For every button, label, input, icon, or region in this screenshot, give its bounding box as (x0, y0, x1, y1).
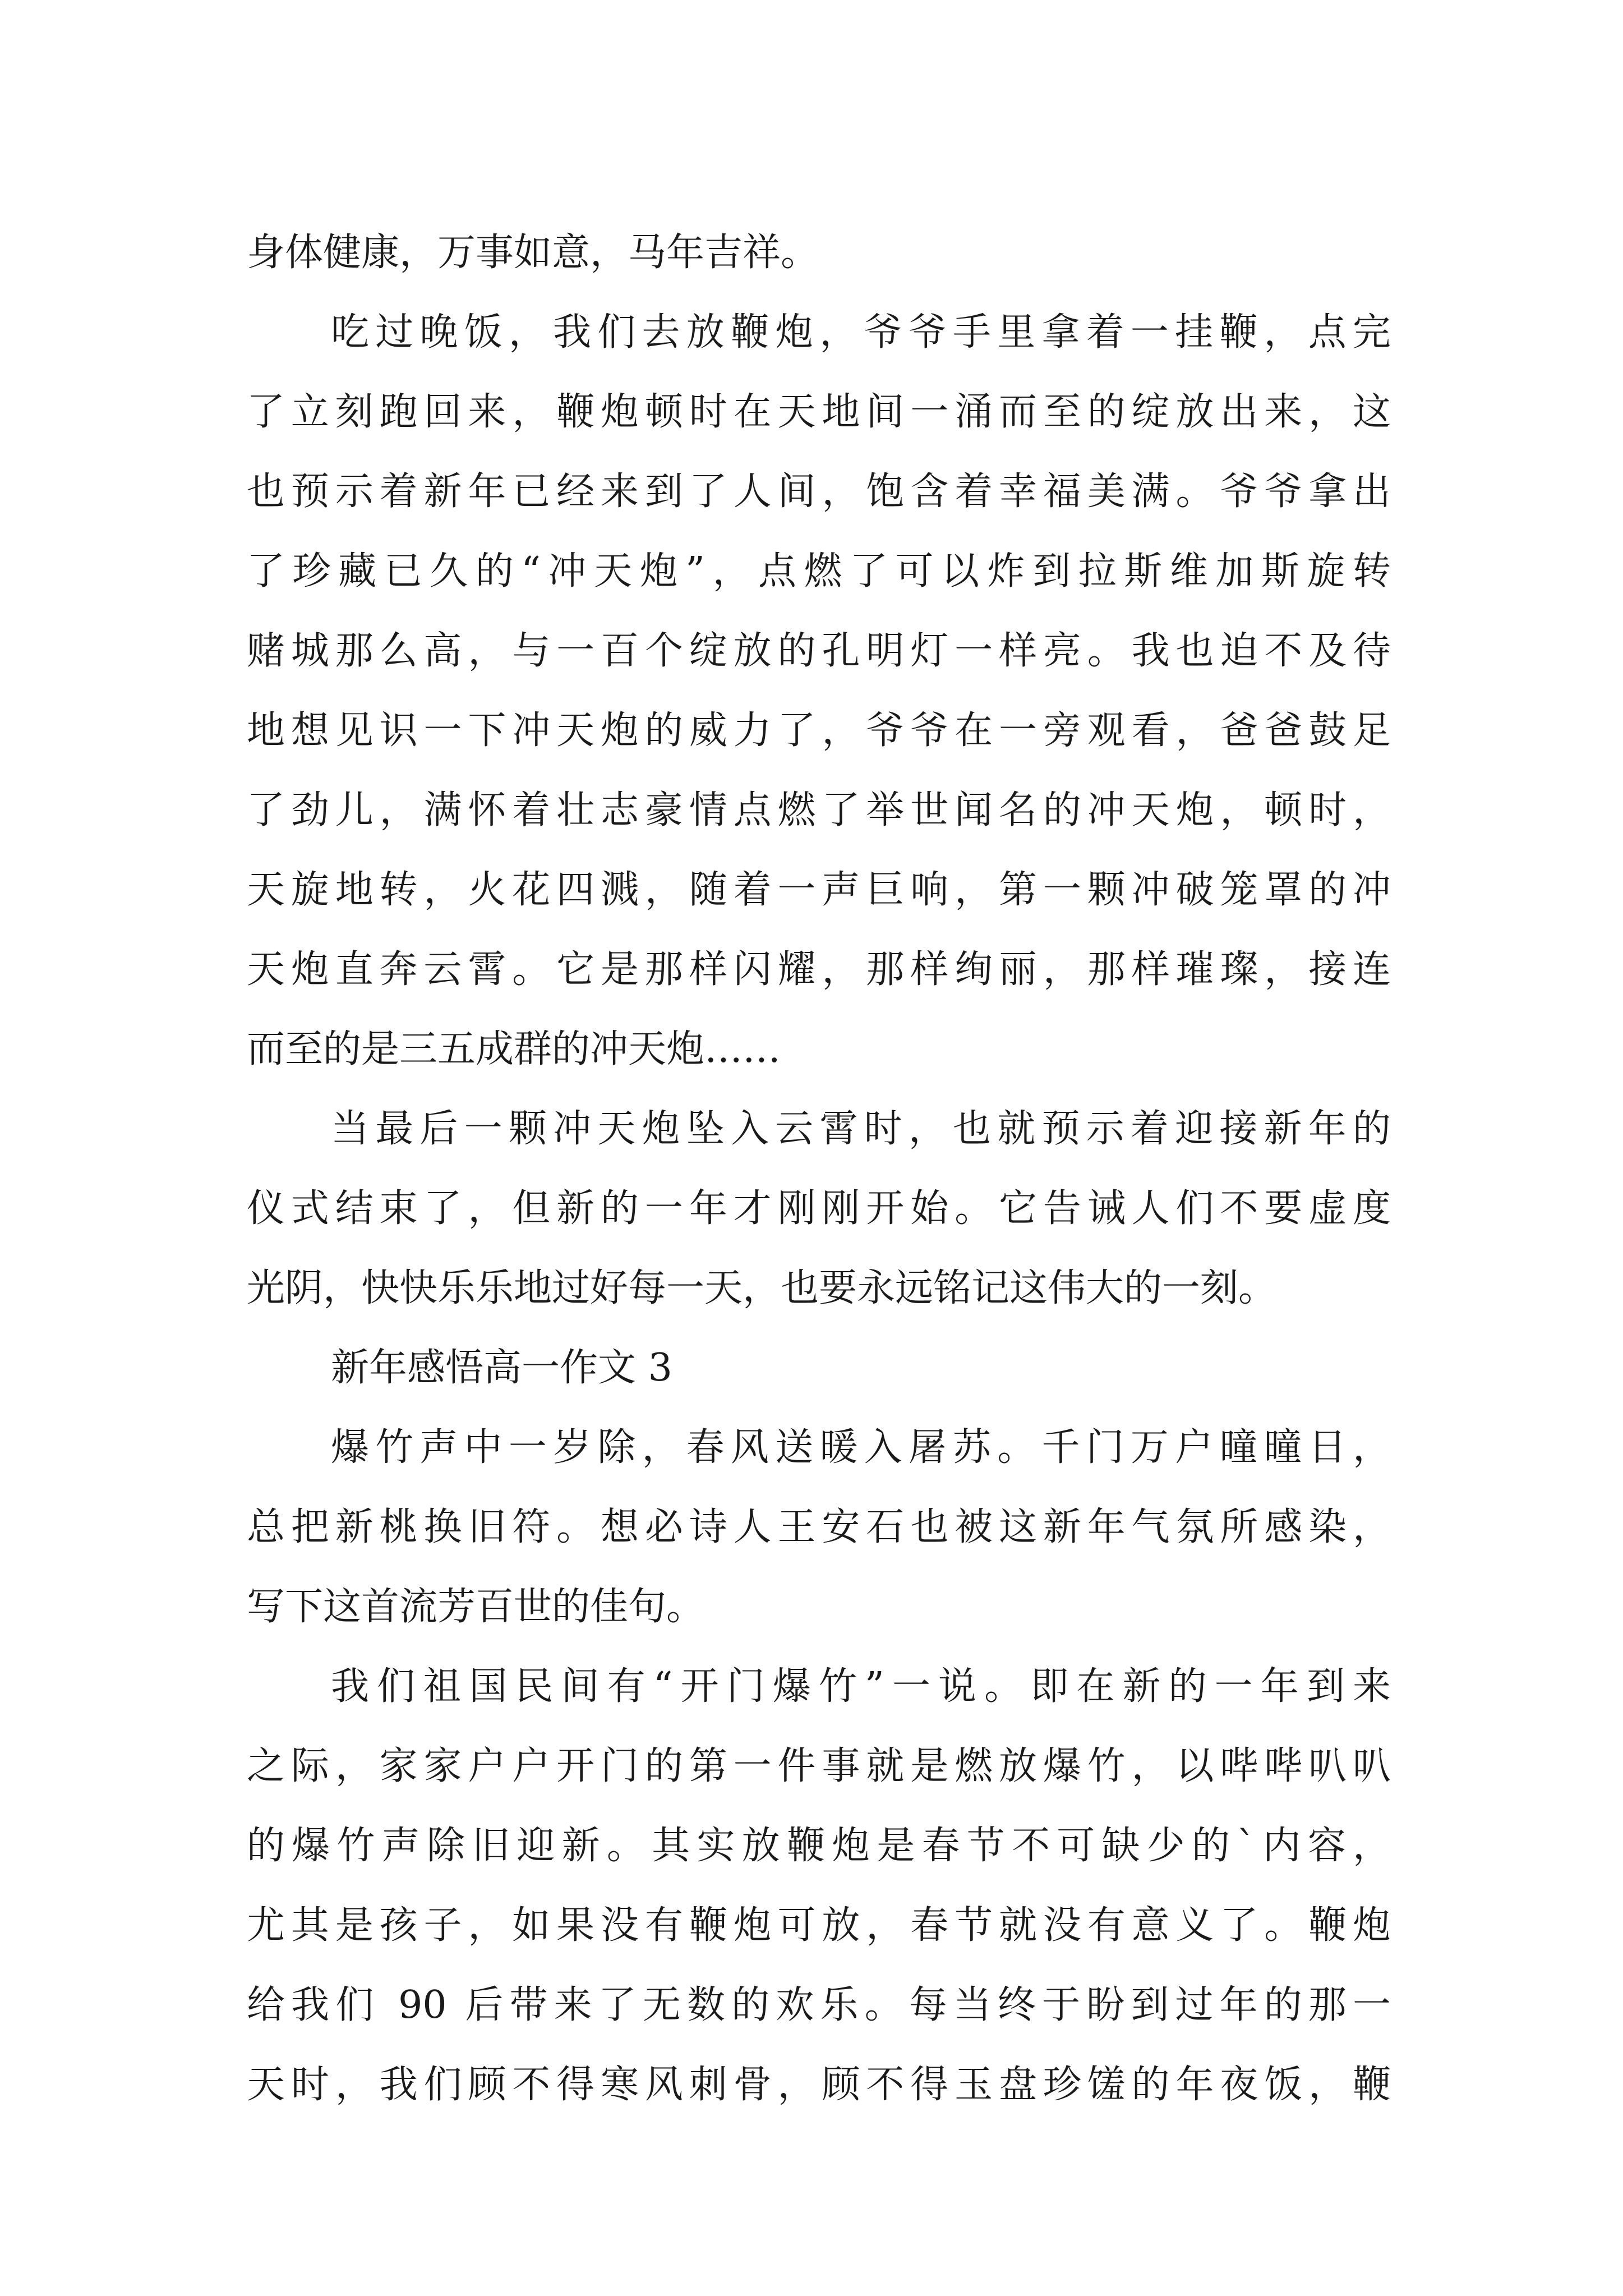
text-line: 光阴，快快乐乐地过好每一天，也要永远铭记这伟大的一刻。 (247, 1266, 1277, 1310)
text-line: 天时，我们顾不得寒风刺骨，顾不得玉盘珍馐的年夜饭，鞭 (247, 2063, 1391, 2107)
text-line: 也预示着新年已经来到了人间，饱含着幸福美满。爷爷拿出 (247, 470, 1391, 514)
text-line: 尤其是孩子，如果没有鞭炮可放，春节就没有意义了。鞭炮 (247, 1903, 1391, 1948)
text-line: 的爆竹声除旧迎新。其实放鞭炮是春节不可缺少的`内容， (247, 1824, 1391, 1868)
text-line: 身体健康，万事如意，马年吉祥。 (247, 231, 819, 275)
text-line: 总把新桃换旧符。想必诗人王安石也被这新年气氛所感染， (247, 1505, 1391, 1549)
paragraph-poem (247, 1408, 1391, 1647)
text-line: 了珍藏已久的“冲天炮”，点燃了可以炸到拉斯维加斯旋转 (247, 549, 1391, 593)
text-line: 之际，家家户户开门的第一件事就是燃放爆竹，以哔哔叭叭 (247, 1744, 1391, 1788)
text-line: 仪式结束了，但新的一年才刚刚开始。它告诫人们不要虚度 (247, 1186, 1391, 1231)
text-line: 写下这首流芳百世的佳句。 (247, 1585, 705, 1629)
text-line: 当最后一颗冲天炮坠入云霄时，也就预示着迎接新年的 (331, 1107, 1391, 1151)
text-line: 天旋地转，火花四溅，随着一声巨响，第一颗冲破笼罩的冲 (247, 868, 1391, 912)
document-body (247, 213, 1391, 2125)
paragraph-blessing-end (247, 213, 1391, 293)
paragraph-ceremony-end (247, 1089, 1391, 1328)
text-line: 了立刻跑回来，鞭炮顿时在天地间一涌而至的绽放出来，这 (247, 390, 1391, 434)
text-line: 赌城那么高，与一百个绽放的孔明灯一样亮。我也迫不及待 (247, 629, 1391, 673)
text-line: 了劲儿，满怀着壮志豪情点燃了举世闻名的冲天炮，顿时， (247, 788, 1391, 832)
section-heading-text: 新年感悟高一作文 3 (331, 1346, 672, 1390)
section-heading (247, 1328, 1391, 1408)
text-line: 吃过晚饭，我们去放鞭炮，爷爷手里拿着一挂鞭，点完 (331, 310, 1391, 355)
paragraph-custom (247, 1647, 1391, 2125)
paragraph-firecrackers-evening (247, 293, 1391, 1089)
text-line: 爆竹声中一岁除，春风送暖入屠苏。千门万户曈曈日， (331, 1425, 1391, 1470)
text-line: 我们祖国民间有“开门爆竹”一说。即在新的一年到来 (331, 1664, 1391, 1709)
text-line: 地想见识一下冲天炮的威力了，爷爷在一旁观看，爸爸鼓足 (247, 708, 1391, 753)
text-line: 天炮直奔云霄。它是那样闪耀，那样绚丽，那样璀璨，接连 (247, 947, 1391, 992)
text-line: 而至的是三五成群的冲天炮…… (247, 1027, 781, 1071)
text-line: 给我们 90 后带来了无数的欢乐。每当终于盼到过年的那一 (247, 1983, 1391, 2027)
